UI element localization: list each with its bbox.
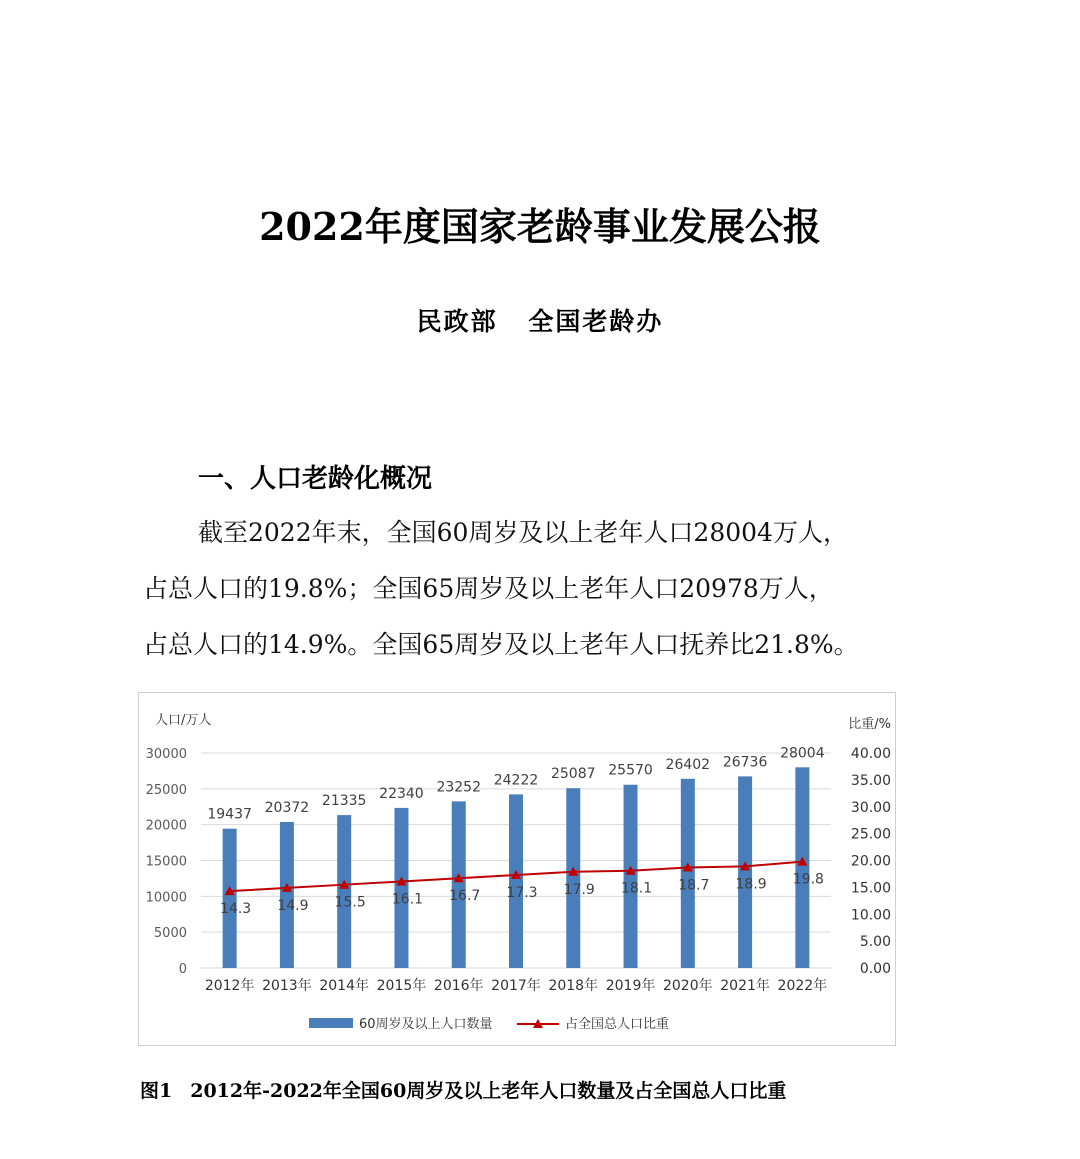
y-tick-label: 30000	[145, 747, 187, 762]
bar	[452, 801, 466, 968]
figure-caption-text: 2012年-2022年全国60周岁及以上老年人口数量及占全国总人口比重	[190, 1080, 787, 1102]
x-tick-label: 2012年	[204, 978, 255, 994]
y-right-tick-label: 15.00	[850, 880, 891, 897]
line-value-label: 18.7	[678, 877, 710, 894]
bar-value-label: 25087	[550, 766, 596, 783]
figure-chart	[138, 692, 896, 1046]
bar	[681, 779, 695, 968]
x-tick-label: 2015年	[376, 978, 427, 994]
line-value-label: 18.9	[735, 876, 767, 893]
bar	[795, 767, 809, 968]
x-tick-label: 2018年	[548, 978, 599, 994]
x-tick-label: 2013年	[262, 978, 312, 994]
paragraph-line: 占总人口的19.8%；全国65周岁及以上老年人口20978万人，	[143, 574, 834, 603]
x-tick-label: 2019年	[605, 978, 656, 994]
x-tick-label: 2017年	[491, 978, 541, 994]
bar-value-label: 26402	[665, 756, 711, 773]
y-right-tick-label: 20.00	[850, 853, 891, 870]
bar-value-label: 24222	[493, 772, 539, 789]
y-right-tick-label: 25.00	[850, 826, 891, 843]
bar	[624, 785, 638, 968]
y-tick-label: 5000	[153, 926, 187, 942]
bar-value-label: 28004	[780, 745, 825, 762]
y-tick-label: 10000	[145, 890, 187, 906]
y-right-tick-label: 5.00	[859, 934, 891, 951]
y-tick-label: 15000	[145, 854, 187, 870]
bar-value-label: 23252	[436, 779, 482, 796]
y-right-tick-label: 10.00	[850, 907, 891, 924]
y-right-tick-label: 40.00	[850, 746, 891, 762]
y-axis-title: 人口/万人	[155, 713, 212, 728]
legend-bar-swatch	[309, 1018, 353, 1028]
y-right-tick-label: 0.00	[859, 961, 891, 977]
bar	[509, 794, 523, 968]
paragraph-line: 截至2022年末，全国60周岁及以上老年人口28004万人，	[198, 518, 848, 547]
bar-value-label: 21335	[321, 793, 367, 810]
bar-value-label: 20372	[264, 800, 310, 817]
line-value-label: 14.3	[220, 901, 252, 918]
bar-value-label: 22340	[379, 785, 424, 802]
bar	[566, 788, 580, 968]
figure-caption	[140, 1076, 786, 1103]
document-authors: 民政部 全国老龄办	[416, 307, 664, 336]
line-value-label: 17.3	[506, 885, 538, 902]
paragraph-line: 占总人口的14.9%。全国65周岁及以上老年人口抚养比21.8%。	[143, 630, 859, 659]
document-title: 2022年度国家老龄事业发展公报	[259, 204, 821, 249]
x-tick-label: 2014年	[319, 978, 370, 994]
bar	[738, 776, 752, 968]
y-right-tick-label: 35.00	[850, 772, 891, 789]
legend-line-label: 占全国总人口比重	[565, 1017, 670, 1032]
bar	[223, 829, 237, 968]
line-value-label: 18.1	[620, 880, 653, 897]
legend-bar-label: 60周岁及以上人口数量	[359, 1017, 493, 1032]
line-value-label: 19.8	[792, 871, 824, 888]
line-value-label: 16.1	[391, 891, 424, 908]
y-tick-label: 0	[178, 962, 187, 977]
bar-value-label: 25570	[608, 762, 653, 779]
y-tick-label: 25000	[145, 782, 187, 798]
line-value-label: 15.5	[334, 894, 366, 911]
y-right-tick-label: 30.00	[850, 799, 891, 816]
bar	[394, 808, 408, 968]
y-right-axis-title: 比重/%	[848, 717, 891, 732]
bar	[337, 815, 351, 968]
bar-value-label: 19437	[207, 806, 252, 823]
x-tick-label: 2022年	[777, 978, 828, 994]
figure-caption-label: 图1	[140, 1080, 173, 1102]
y-tick-label: 20000	[145, 818, 187, 834]
bar-value-label: 26736	[722, 754, 768, 771]
line-value-label: 17.9	[563, 881, 595, 898]
x-tick-label: 2021年	[720, 978, 770, 994]
chart-svg	[139, 693, 895, 1045]
line-value-label: 16.7	[449, 888, 481, 905]
x-tick-label: 2016年	[433, 978, 484, 994]
x-tick-label: 2020年	[662, 978, 713, 994]
line-value-label: 14.9	[277, 897, 309, 914]
bar	[280, 822, 294, 968]
body-paragraph	[143, 505, 943, 673]
section-heading: 一、人口老龄化概况	[198, 464, 433, 494]
